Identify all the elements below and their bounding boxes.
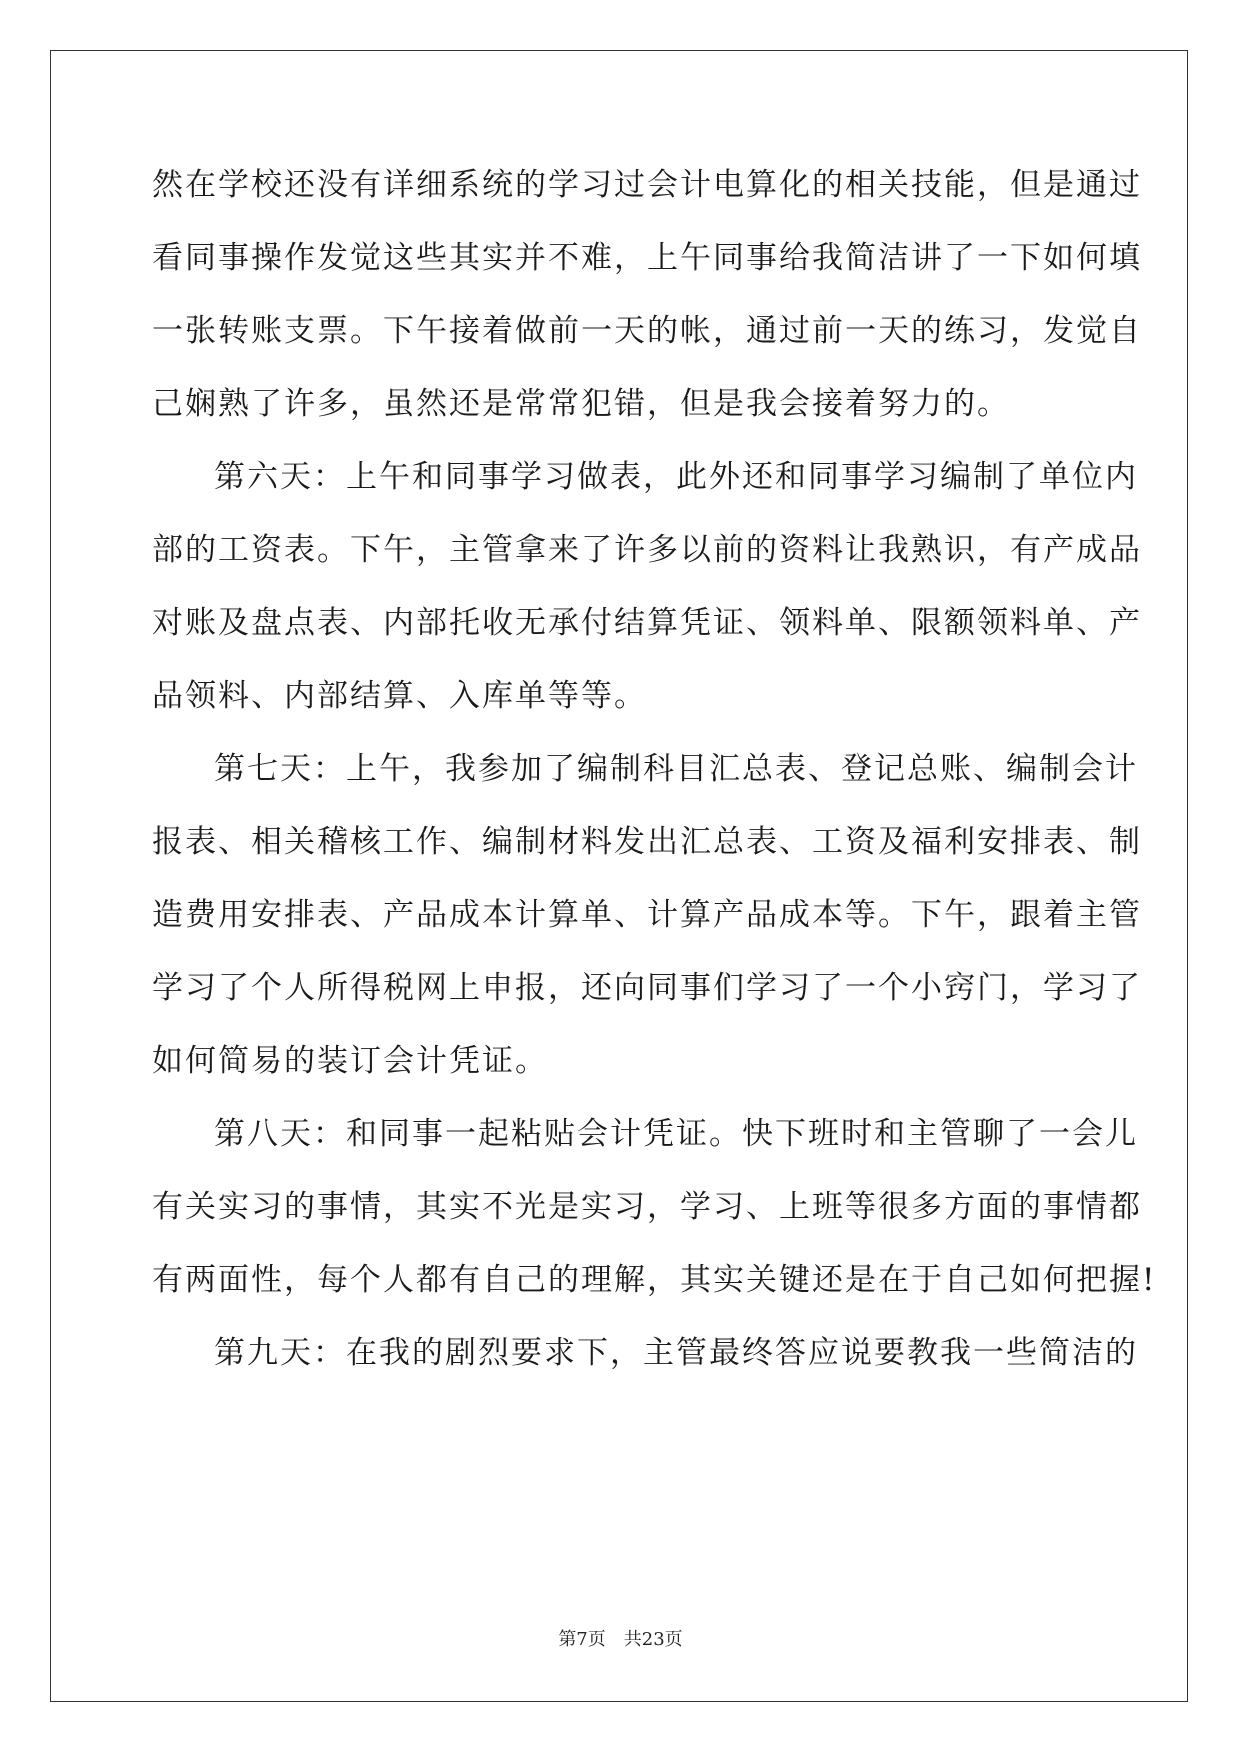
text-line: 对账及盘点表、内部托收无承付结算凭证、领料单、限额领料单、产 <box>152 605 1142 641</box>
page-number-footer: 第7页 共23页 <box>558 1629 683 1650</box>
page-border <box>50 50 1188 1702</box>
text-line: 学习了个人所得税网上申报，还向同事们学习了一个小窍门，学习了 <box>152 970 1142 1006</box>
paragraph-start-day-7: 第七天：上午，我参加了编制科目汇总表、登记总账、编制会计 <box>214 751 1138 787</box>
paragraph-start-day-9: 第九天：在我的剧烈要求下，主管最终答应说要教我一些简洁的 <box>214 1335 1138 1371</box>
text-line: 报表、相关稽核工作、编制材料发出汇总表、工资及福利安排表、制 <box>152 824 1142 860</box>
text-line: 部的工资表。下午，主管拿来了许多以前的资料让我熟识，有产成品 <box>152 532 1142 568</box>
text-line: 一张转账支票。下午接着做前一天的帐，通过前一天的练习，发觉自 <box>152 313 1142 349</box>
text-line: 如何简易的装订会计凭证。 <box>152 1043 548 1079</box>
text-line: 品领料、内部结算、入库单等等。 <box>152 678 647 714</box>
paragraph-start-day-6: 第六天：上午和同事学习做表，此外还和同事学习编制了单位内 <box>214 459 1138 495</box>
text-line: 有关实习的事情，其实不光是实习，学习、上班等很多方面的事情都 <box>152 1189 1142 1225</box>
text-line: 看同事操作发觉这些其实并不难，上午同事给我简洁讲了一下如何填 <box>152 240 1142 276</box>
paragraph-start-day-8: 第八天：和同事一起粘贴会计凭证。快下班时和主管聊了一会儿 <box>214 1116 1138 1152</box>
text-line: 有两面性，每个人都有自己的理解，其实关键还是在于自己如何把握! <box>152 1262 1157 1298</box>
text-line: 造费用安排表、产品成本计算单、计算产品成本等。下午，跟着主管 <box>152 897 1142 933</box>
text-line: 己娴熟了许多，虽然还是常常犯错，但是我会接着努力的。 <box>152 386 1010 422</box>
text-line: 然在学校还没有详细系统的学习过会计电算化的相关技能，但是通过 <box>152 167 1142 203</box>
